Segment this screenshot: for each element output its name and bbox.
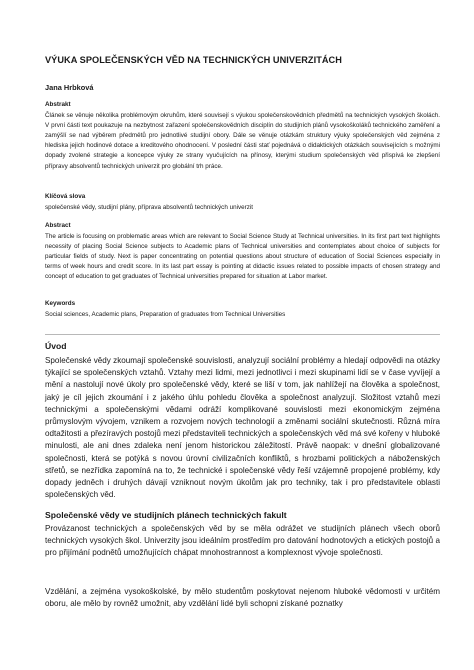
abstract-cz-heading: Abstrakt	[45, 101, 71, 108]
paper-title: VÝUKA SPOLEČENSKÝCH VĚD NA TECHNICKÝCH UNIVERZITÁCH	[45, 55, 342, 65]
abstract-en	[45, 222, 440, 283]
section3-text: Vzdělání, a zejména vysokoškolské, by mělo studentům poskytovat nejenom hluboké vědomosti v určitém oboru, ale mělo by rovněž umožnit, aby vzdělání lidé byli schopni získané poznatky	[45, 587, 440, 609]
author-name: Jana Hrbková	[45, 83, 94, 92]
keywords-en-heading: Keywords	[45, 300, 76, 307]
abstract-en-text: The article is focusing on problematic areas which are relevant to Social Science Study at Technical universities. In its first part text highlights necessity of placing Social Science subjects to Academic plans of Technical universities and contemplates about choice of subjects for particular fields of study. Next is paper concentrating on potential questions about structure of education of Social Sciences especially in terms of week hours and credit score. In its last part essay is pointing at didactic issues related to possible impacts of chosen strategy and concept of education to get graduates of Technical universities prepared for situation at Labor market.	[45, 232, 440, 281]
section3	[45, 586, 440, 610]
intro-heading: Úvod	[45, 341, 67, 351]
abstract-cz-text: Článek se věnuje několika problémovým okruhům, které souvisejí s výukou společenskovědních předmětů na technických vysokých školách. V první části text poukazuje na nezbytnost zařazení společenskovědních disciplín do studijních plánů vysokoškoláků technického zaměření a zamýšlí se nad výběrem předmětů pro jednotlivé studijní obory. Dále se věnuje otázkám struktury výuky společenských věd zejména z hlediska jejich hodinové dotace a kreditového ohodnocení. V poslední části stať pojednává o didaktických otázkách souvisejících s možnými dopady zvolené strategie a koncepce výuky ze strany vyučujících na přínosy, kterými studium společenských věd přispívá ke zlepšení přípravy absolventů technických univerzit pro globální trh práce.	[45, 111, 440, 170]
keywords-cz-text: společenské vědy, studijní plány, příprava absolventů technických univerzit	[45, 203, 254, 211]
section2-heading: Společenské vědy ve studijních plánech technických fakult	[45, 510, 287, 520]
abstract-cz	[45, 101, 440, 172]
section2-text: Provázanost technických a společenských věd by se měla odrážet ve studijních plánech všech oborů technických vysokých škol. Univerzity jsou ideálním prostředím pro datování hodnotových a etických postojů a pro přijímání podnětů umožňujících chápat mnohostrannost a komplexnost vývoje společnosti.	[45, 524, 440, 558]
keywords-en	[45, 300, 440, 320]
section2	[45, 510, 440, 560]
abstract-en-heading: Abstract	[45, 222, 71, 229]
keywords-en-text: Social sciences, Academic plans, Preparation of graduates from Technical Universities	[45, 310, 286, 318]
keywords-cz-heading: Klíčová slova	[45, 193, 86, 200]
section-divider	[45, 334, 440, 335]
intro-text: Společenské vědy zkoumají společenské souvislosti, analyzují sociální problémy a hledají odpovědi na otázky týkající se společenských vztahů. Vztahy mezi lidmi, mezi jednotlivci i mezi skupinami lidí se v čase vyvíjejí a mění a nastolují nové úkoly pro společenské vědy, které se liší v tom, jak nahlížejí na člověka a společnost, jaký je cíl jejich zkoumání i z jakého úhlu pohledu člověka a společnost analyzují. Složitost vztahů mezi technickými a společenskými vědami odráží komplikované souvislosti mezi ekonomickým zejména průmyslovým vývojem, vznikem a rozvojem nových technologií a změnami sociální skutečnosti. Různá míra odtažitosti a přezíravých postojů mezi představiteli technických a společenských věd má své kořeny v hluboké minulosti, ale ani dnes zdaleka není jenom historickou záležitostí. Právě naopak: v dnešní globalizované společnosti, která se potýká s novou úrovní civilizačních konfliktů, s hrozbami politických a náboženských střetů, se nezřídka zapomíná na to, že technické i společenské vědy řeší vzájemně propojené problémy, kdy dopady jedněch i druhých dávají vzniknout novým úkolům jak pro techniky, tak i pro představitele oblasti společenských věd.	[45, 356, 440, 500]
intro-section	[45, 341, 440, 501]
keywords-cz	[45, 193, 440, 213]
